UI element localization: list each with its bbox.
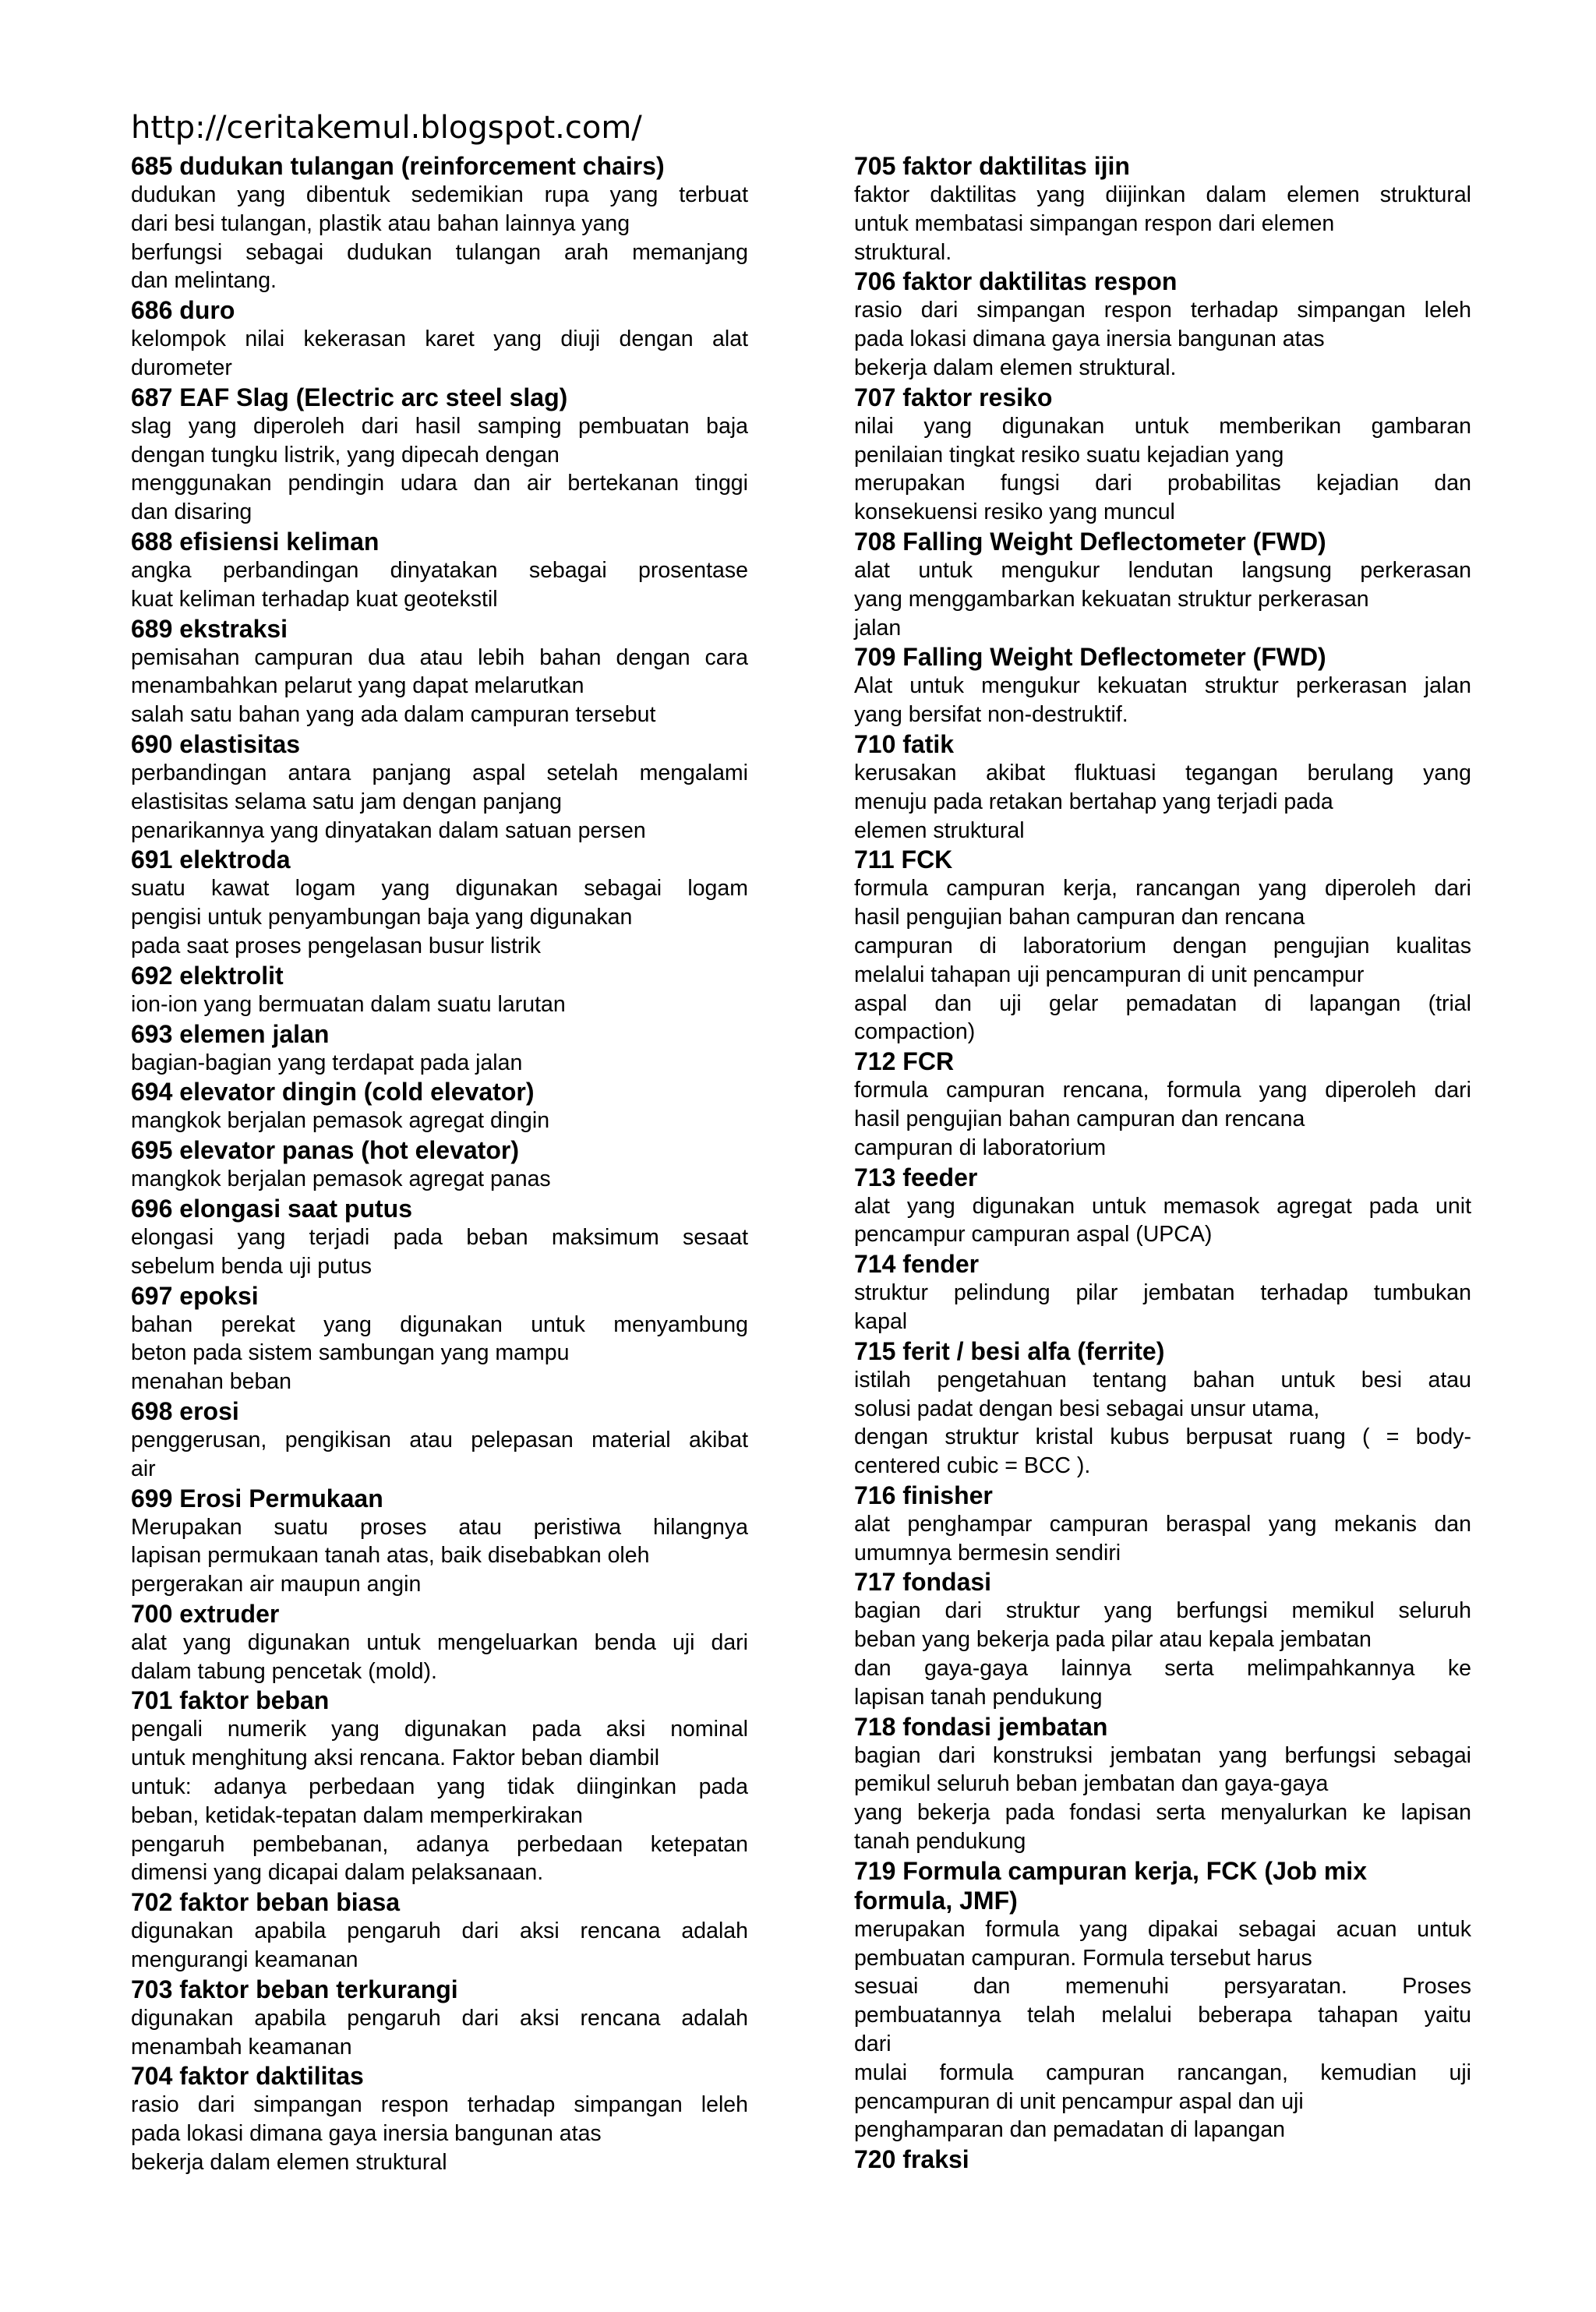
glossary-term: 715 ferit / besi alfa (ferrite) <box>854 1336 1165 1365</box>
glossary-term: 698 erosi <box>131 1396 239 1425</box>
glossary-definition <box>131 1629 748 1686</box>
definition-line: untuk membatasi simpangan respon dari elemen <box>854 210 1335 236</box>
glossary-definition <box>131 325 748 383</box>
glossary-entry <box>854 845 1471 1047</box>
glossary-entry <box>131 383 748 527</box>
glossary-definition <box>131 874 748 960</box>
glossary-definition <box>131 1513 748 1599</box>
glossary-definition <box>131 2091 748 2176</box>
glossary-entry <box>854 1163 1471 1250</box>
definition-line: sesuai dan memenuhi persyaratan. Proses <box>854 1974 1471 2000</box>
glossary-definition <box>131 2004 748 2062</box>
definition-line: pembuatan campuran. Formula tersebut harus <box>854 1945 1312 1971</box>
glossary-entry <box>854 1712 1471 1856</box>
definition-line: bekerja dalam elemen struktural. <box>854 355 1177 380</box>
glossary-entry <box>131 1599 748 1686</box>
definition-line: penghamparan dan pemadatan di lapangan <box>854 2117 1286 2143</box>
definition-line: mangkok berjalan pemasok agregat panas <box>131 1167 551 1192</box>
glossary-term: 697 epoksi <box>131 1281 259 1310</box>
definition-line: pengaruh pembebanan, adanya perbedaan ketepatan <box>131 1831 748 1857</box>
definition-line: dari <box>854 2031 892 2057</box>
definition-line: pengali numerik yang digunakan pada aksi nominal <box>131 1717 748 1742</box>
definition-line: beton pada sistem sambungan yang mampu <box>131 1340 570 1366</box>
definition-line: dalam tabung pencetak (mold). <box>131 1658 437 1684</box>
definition-line: dengan tungku listrik, yang dipecah dengan <box>131 442 560 468</box>
glossary-term: 701 faktor beban <box>131 1686 330 1715</box>
glossary-term: 707 faktor resiko <box>854 383 1053 411</box>
glossary-entry <box>131 1887 748 1975</box>
definition-line: hasil pengujian bahan campuran dan rencana <box>854 905 1305 930</box>
glossary-definition <box>854 874 1471 1047</box>
definition-line: dan melintang. <box>131 268 277 294</box>
glossary-definition <box>131 1049 748 1078</box>
glossary-definition <box>854 1279 1471 1336</box>
glossary-term: 720 fraksi <box>854 2145 969 2174</box>
definition-line: mengurangi keamanan <box>131 1947 358 1973</box>
definition-line: pembuatannya telah melalui beberapa tahapan yaitu <box>854 2003 1471 2028</box>
glossary-entry <box>854 1047 1471 1162</box>
glossary-term: 700 extruder <box>131 1599 280 1628</box>
definition-line: menggunakan pendingin udara dan air bertekanan tinggi <box>131 471 748 496</box>
definition-line: kuat keliman terhadap kuat geotekstil <box>131 586 498 612</box>
glossary-term: 688 efisiensi keliman <box>131 527 380 556</box>
glossary-entry <box>131 2061 748 2176</box>
definition-line: melalui tahapan uji pencampuran di unit pencampur <box>854 962 1365 987</box>
definition-line: hasil pengujian bahan campuran dan rencana <box>854 1106 1305 1131</box>
definition-line: air <box>131 1456 156 1481</box>
glossary-entry <box>131 151 748 295</box>
glossary-term: 702 faktor beban biasa <box>131 1888 401 1917</box>
glossary-entry <box>854 1481 1471 1568</box>
definition-line: formula campuran kerja, rancangan yang diperoleh dari <box>854 876 1471 902</box>
definition-line: faktor daktilitas yang diijinkan dalam elemen struktural <box>854 182 1471 207</box>
definition-line: beban, ketidak-tepatan dalam memperkirakan <box>131 1802 583 1828</box>
glossary-term: 703 faktor beban terkurangi <box>131 1975 458 2003</box>
glossary-definition <box>131 1715 748 1887</box>
definition-line: elongasi yang terjadi pada beban maksimum sesaat <box>131 1224 748 1250</box>
glossary-definition <box>131 1426 748 1484</box>
definition-line: lapisan permukaan tanah atas, baik disebabkan oleh <box>131 1543 650 1569</box>
glossary-definition <box>131 412 748 527</box>
definition-line: pada lokasi dimana gaya inersia bangunan atas <box>131 2121 602 2147</box>
definition-line: untuk: adanya perbedaan yang tidak diinginkan pada <box>131 1774 748 1800</box>
definition-line: pada saat proses pengelasan busur listrik <box>131 933 541 958</box>
glossary-definition <box>131 1917 748 1975</box>
glossary-term: 699 Erosi Permukaan <box>131 1484 383 1513</box>
glossary-entry <box>131 1077 748 1135</box>
definition-line: pencampuran di unit pencampur aspal dan uji <box>854 2088 1304 2114</box>
definition-line: jalan <box>854 615 902 641</box>
glossary-entry <box>854 1567 1471 1711</box>
definition-line: untuk menghitung aksi rencana. Faktor beban diambil <box>131 1745 660 1771</box>
glossary-entry <box>854 1249 1471 1336</box>
definition-line: menambahkan pelarut yang dapat melarutkan <box>131 673 584 699</box>
glossary-entry <box>854 383 1471 527</box>
definition-line: bagian dari konstruksi jembatan yang berfungsi sebagai <box>854 1742 1471 1768</box>
glossary-definition <box>854 296 1471 382</box>
definition-line: penggerusan, pengikisan atau pelepasan material akibat <box>131 1427 748 1453</box>
definition-line: dengan struktur kristal kubus berpusat ruang ( = body- <box>854 1424 1471 1450</box>
definition-line: ion-ion yang bermuatan dalam suatu larutan <box>131 991 566 1017</box>
glossary-term: 685 dudukan tulangan (reinforcement chairs) <box>131 152 665 180</box>
blog-url: http://ceritakemul.blogspot.com/ <box>131 110 642 146</box>
definition-line: rasio dari simpangan respon terhadap simpangan leleh <box>854 298 1471 323</box>
definition-line: kelompok nilai kekerasan karet yang diuji dengan alat <box>131 327 748 352</box>
definition-line: dari besi tulangan, plastik atau bahan lainnya yang <box>131 210 630 236</box>
definition-line: campuran di laboratorium <box>854 1135 1107 1160</box>
definition-line: yang bersifat non-destruktif. <box>854 702 1128 728</box>
definition-line: slag yang diperoleh dari hasil samping pembuatan baja <box>131 413 748 439</box>
glossary-entry <box>131 845 748 960</box>
definition-line: campuran di laboratorium dengan pengujian kualitas <box>854 933 1471 958</box>
glossary-definition <box>854 1597 1471 1711</box>
definition-line: pemikul seluruh beban jembatan dan gaya-gaya <box>854 1771 1329 1797</box>
definition-line: nilai yang digunakan untuk memberikan gambaran <box>854 413 1471 439</box>
glossary-entry <box>131 961 748 1019</box>
definition-line: elastisitas selama satu jam dengan panjang <box>131 789 562 814</box>
glossary-term: 718 fondasi jembatan <box>854 1712 1108 1741</box>
glossary-term: 716 finisher <box>854 1481 993 1509</box>
glossary-entry <box>131 1281 748 1396</box>
glossary-definition <box>854 1510 1471 1568</box>
glossary-definition <box>854 759 1471 845</box>
definition-line: bagian-bagian yang terdapat pada jalan <box>131 1050 523 1075</box>
glossary-term: 696 elongasi saat putus <box>131 1194 413 1223</box>
definition-line: durometer <box>131 355 232 380</box>
glossary-term: 704 faktor daktilitas <box>131 2062 364 2091</box>
glossary-entry <box>131 729 748 845</box>
definition-line: alat yang digunakan untuk memasok agregat pada unit <box>854 1193 1471 1219</box>
definition-line: pencampur campuran aspal (UPCA) <box>854 1222 1213 1248</box>
glossary-term: 719 Formula campuran kerja, FCK (Job mix formula, JMF) <box>854 1856 1367 1915</box>
glossary-term: 690 elastisitas <box>131 729 301 758</box>
definition-line: menuju pada retakan bertahap yang terjadi pada <box>854 789 1333 814</box>
glossary-entry <box>854 642 1471 729</box>
glossary-definition <box>131 1107 748 1135</box>
definition-line: rasio dari simpangan respon terhadap simpangan leleh <box>131 2092 748 2118</box>
glossary-definition <box>131 1165 748 1194</box>
definition-line: suatu kawat logam yang digunakan sebagai logam <box>131 876 748 902</box>
glossary-term: 694 elevator dingin (cold elevator) <box>131 1078 535 1107</box>
definition-line: pemisahan campuran dua atau lebih bahan dengan cara <box>131 644 748 670</box>
definition-line: pada lokasi dimana gaya inersia bangunan atas <box>854 327 1325 352</box>
definition-line: bekerja dalam elemen struktural <box>131 2150 447 2176</box>
definition-line: aspal dan uji gelar pemadatan di lapangan (trial <box>854 990 1471 1016</box>
glossary-entry <box>854 1856 1471 2144</box>
definition-line: Merupakan suatu proses atau peristiwa hilangnya <box>131 1514 748 1540</box>
glossary-definition <box>854 181 1471 266</box>
glossary-definition <box>131 1311 748 1396</box>
glossary-term: 709 Falling Weight Deflectometer (FWD) <box>854 643 1326 672</box>
glossary-entry <box>854 1336 1471 1481</box>
glossary-definition <box>854 1366 1471 1481</box>
glossary-entry <box>854 527 1471 642</box>
glossary-definition <box>854 412 1471 527</box>
glossary-definition <box>131 644 748 729</box>
glossary-definition <box>854 1742 1471 1856</box>
glossary-term: 695 elevator panas (hot elevator) <box>131 1136 519 1165</box>
glossary-definition <box>131 556 748 614</box>
glossary-entry <box>131 1135 748 1194</box>
definition-line: menahan beban <box>131 1369 292 1395</box>
glossary-entry <box>131 1019 748 1078</box>
definition-line: alat penghampar campuran beraspal yang mekanis dan <box>854 1511 1471 1537</box>
definition-line: umumnya bermesin sendiri <box>854 1540 1121 1565</box>
definition-line: mulai formula campuran rancangan, kemudian uji <box>854 2060 1471 2085</box>
definition-line: menambah keamanan <box>131 2034 352 2060</box>
glossary-term: 717 fondasi <box>854 1568 992 1597</box>
glossary-term: 706 faktor daktilitas respon <box>854 267 1178 296</box>
definition-line: digunakan apabila pengaruh dari aksi rencana adalah <box>131 2005 748 2031</box>
glossary-term: 712 FCR <box>854 1047 955 1076</box>
glossary-entry <box>854 2144 1471 2174</box>
definition-line: yang menggambarkan kekuatan struktur perkerasan <box>854 586 1369 612</box>
definition-line: bahan perekat yang digunakan untuk menyambung <box>131 1311 748 1337</box>
glossary-definition <box>131 759 748 845</box>
glossary-term: 693 elemen jalan <box>131 1019 330 1048</box>
glossary-entry <box>854 729 1471 845</box>
definition-line: alat untuk mengukur lendutan langsung perkerasan <box>854 557 1471 583</box>
glossary-term: 705 faktor daktilitas ijin <box>854 152 1130 180</box>
glossary-entry <box>131 1975 748 2062</box>
definition-line: dudukan yang dibentuk sedemikian rupa yang terbuat <box>131 182 748 207</box>
definition-line: pengisi untuk penyambungan baja yang digunakan <box>131 905 633 930</box>
definition-line: kapal <box>854 1308 908 1334</box>
glossary-entry <box>131 1396 748 1484</box>
glossary-term: 692 elektrolit <box>131 961 284 990</box>
glossary-entry <box>131 614 748 729</box>
definition-line: penilaian tingkat resiko suatu kejadian yang <box>854 442 1284 468</box>
definition-line: alat yang digunakan untuk mengeluarkan benda uji dari <box>131 1629 748 1655</box>
glossary-term: 714 fender <box>854 1250 980 1279</box>
glossary-term: 686 duro <box>131 296 235 325</box>
glossary-entry <box>131 527 748 614</box>
glossary-term: 691 elektroda <box>131 845 291 874</box>
definition-line: istilah pengetahuan tentang bahan untuk besi atau <box>854 1367 1471 1392</box>
definition-line: compaction) <box>854 1019 976 1045</box>
definition-line: angka perbandingan dinyatakan sebagai prosentase <box>131 557 748 583</box>
definition-line: tanah pendukung <box>854 1829 1026 1855</box>
glossary-definition <box>131 990 748 1019</box>
glossary-term: 710 fatik <box>854 729 955 758</box>
glossary-definition <box>131 1223 748 1281</box>
definition-line: kerusakan akibat fluktuasi tegangan berulang yang <box>854 760 1471 785</box>
definition-line: perbandingan antara panjang aspal setelah mengalami <box>131 760 748 785</box>
glossary-entry <box>131 1685 748 1887</box>
definition-line: beban yang bekerja pada pilar atau kepala jembatan <box>854 1627 1372 1653</box>
glossary-term: 711 FCK <box>854 845 953 874</box>
definition-line: sebelum benda uji putus <box>131 1253 372 1279</box>
definition-line: dimensi yang dicapai dalam pelaksanaan. <box>131 1860 544 1886</box>
definition-line: lapisan tanah pendukung <box>854 1684 1103 1710</box>
right-column <box>854 151 1471 2174</box>
definition-line: digunakan apabila pengaruh dari aksi rencana adalah <box>131 1918 748 1944</box>
definition-line: penarikannya yang dinyatakan dalam satuan persen <box>131 817 646 843</box>
glossary-definition <box>854 1915 1471 2144</box>
glossary-definition <box>854 556 1471 642</box>
glossary-entry <box>131 1484 748 1599</box>
glossary-entry <box>131 1194 748 1281</box>
glossary-term: 713 feeder <box>854 1163 978 1191</box>
definition-line: Alat untuk mengukur kekuatan struktur perkerasan jalan <box>854 673 1471 699</box>
glossary-definition <box>131 181 748 295</box>
definition-line: struktural. <box>854 239 952 265</box>
glossary-term: 708 Falling Weight Deflectometer (FWD) <box>854 527 1326 556</box>
glossary-term: 687 EAF Slag (Electric arc steel slag) <box>131 383 568 411</box>
definition-line: centered cubic = BCC ). <box>854 1453 1091 1479</box>
glossary-definition <box>854 1076 1471 1162</box>
definition-line: dan gaya-gaya lainnya serta melimpahkannya ke <box>854 1656 1471 1682</box>
definition-line: struktur pelindung pilar jembatan terhadap tumbukan <box>854 1280 1471 1306</box>
definition-line: konsekuensi resiko yang muncul <box>854 499 1175 525</box>
definition-line: bagian dari struktur yang berfungsi memikul seluruh <box>854 1598 1471 1624</box>
left-column <box>131 151 748 2177</box>
definition-line: merupakan formula yang dipakai sebagai acuan untuk <box>854 1916 1471 1942</box>
definition-line: berfungsi sebagai dudukan tulangan arah memanjang <box>131 239 748 265</box>
glossary-definition <box>854 672 1471 729</box>
definition-line: salah satu bahan yang ada dalam campuran tersebut <box>131 702 656 728</box>
definition-line: solusi padat dengan besi sebagai unsur utama, <box>854 1396 1320 1421</box>
definition-line: formula campuran rencana, formula yang diperoleh dari <box>854 1078 1471 1103</box>
definition-line: dan disaring <box>131 499 252 525</box>
glossary-term: 689 ekstraksi <box>131 614 288 643</box>
glossary-entry <box>854 151 1471 266</box>
definition-line: pergerakan air maupun angin <box>131 1572 422 1597</box>
glossary-entry <box>131 295 748 383</box>
definition-line: mangkok berjalan pemasok agregat dingin <box>131 1108 550 1134</box>
glossary-definition <box>854 1192 1471 1250</box>
definition-line: elemen struktural <box>854 817 1025 843</box>
glossary-entry <box>854 266 1471 382</box>
definition-line: yang bekerja pada fondasi serta menyalurkan ke lapisan <box>854 1800 1471 1826</box>
definition-line: merupakan fungsi dari probabilitas kejadian dan <box>854 471 1471 496</box>
